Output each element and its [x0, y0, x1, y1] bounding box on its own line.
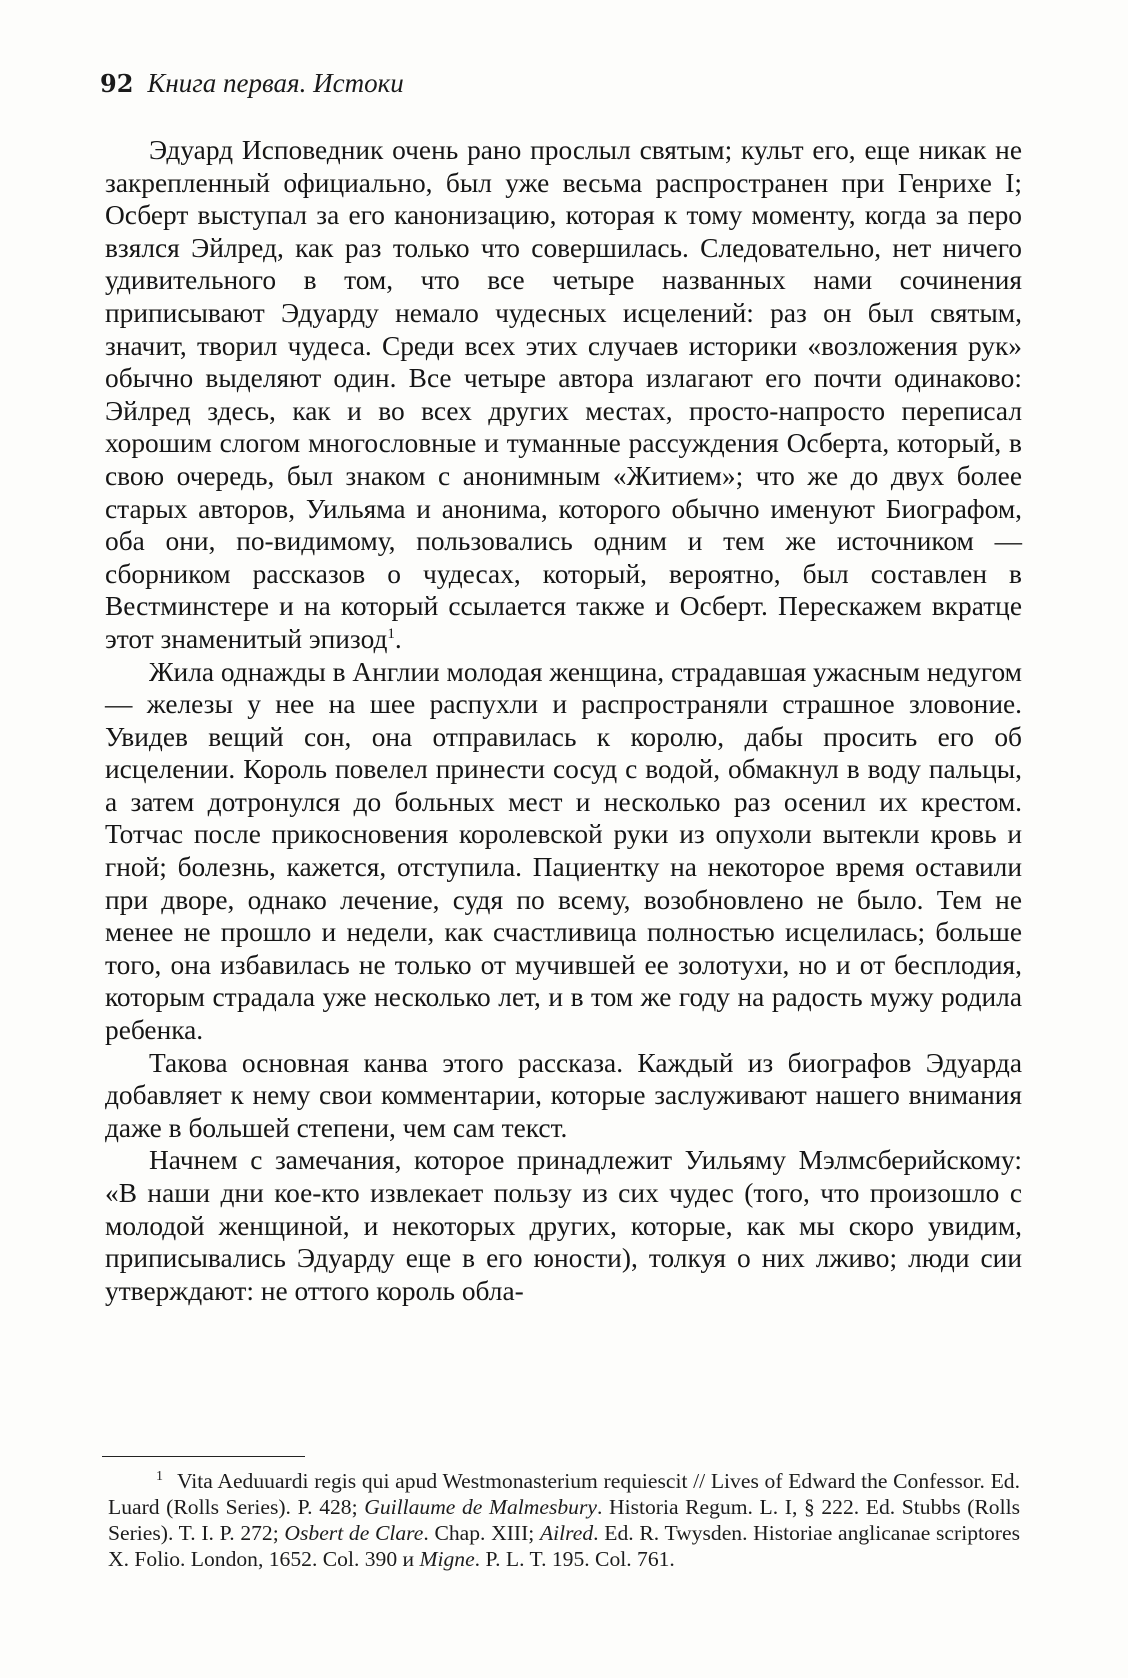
paragraph: Начнем с замечания, которое принадлежит Уильяму Мэлмсберийскому: «В наши дни кое-кто извлекает пользу из сих чудес (того, что произошло с молодой женщиной, и некоторых других, которые, как мы скоро увидим, приписывались Эдуарду еще в его юности), толкуя о них лживо; люди сии утверждают: не оттого король обла-: [105, 1145, 1022, 1306]
footnote-author: Guillaume de Malmesbury: [364, 1495, 597, 1519]
footnote-text: . P. L. T. 195. Col. 761.: [474, 1547, 675, 1571]
footnote-author: Ailred: [539, 1521, 594, 1545]
footnote-author: Osbert de Clare: [284, 1521, 424, 1545]
paragraph: [105, 134, 1022, 656]
footnote-divider: [102, 1456, 305, 1457]
page-number: 92: [100, 69, 134, 98]
footnote-text: . Historia Regum. L. I, § 222. Ed. Stubbs (Rolls Series). T. I. P. 272;: [108, 1495, 1021, 1545]
footnote-text: Vita Aeduuardi regis qui apud Westmonasterium requiescit // Lives of Edward the Confessor. Ed. Luard (Rolls Series). P. 428;: [108, 1469, 1020, 1519]
running-header: [100, 68, 404, 99]
running-title: Книга первая. Истоки: [147, 68, 404, 98]
paragraph: Жила однажды в Англии молодая женщина, страдавшая ужасным недугом — железы у нее на шее распухли и распространяли страшное зловоние. Увидев вещий сон, она отправилась к королю, дабы просить его об исцелении. Король повелел принести сосуд с водой, обмакнул в воду пальцы, а затем дотронулся до больных мест и несколько раз осенил их крестом. Тотчас после прикосновения королевской руки из опухоли вытекли кровь и гной; болезнь, кажется, отступила. Пациентку на некоторое время оставили при дворе, однако лечение, судя по всему, возобновлено не было. Тем не менее не прошло и недели, как счастливица полностью исцелилась; больше того, она избавилась не только от мучившей ее золотухи, но и от бесплодия, которым страдала уже несколько лет, и в том же году на радость мужу родила ребенка.: [105, 656, 1022, 1046]
footnote-text: . Ed. R. Twysden. Historiae anglicanae scriptores X. Folio. London, 1652. Col. 390 и: [108, 1521, 1020, 1571]
footnote-author: Migne: [419, 1547, 475, 1571]
footnote-number: 1: [156, 1468, 163, 1484]
main-text: [105, 134, 1022, 1307]
sentence-end: .: [394, 623, 402, 654]
paragraph: Такова основная канва этого рассказа. Каждый из биографов Эдуарда добавляет к нему свои комментарии, которые заслуживают нашего внимания даже в большей степени, чем сам текст.: [105, 1047, 1022, 1143]
paragraph-text: Эдуард Исповедник очень рано прослыл святым; культ его, еще никак не закрепленный официально, был уже весьма распространен при Генрихе I; Осберт выступал за его канонизацию, которая к тому моменту, когда за перо взялся Эйлред, как раз только что совершилась. Следовательно, нет ничего удивительного в том, что все четыре названных нами сочинения приписывают Эдуарду немало чудесных исцелений: раз он был святым, значит, творил чудеса. Среди всех этих случаев историки «возложения рук» обычно выделяют один. Все четыре автора излагают его почти одинаково: Эйлред здесь, как и во всех других местах, просто-напросто переписал хорошим слогом многословные и туманные рассуждения Осберта, который, в свою очередь, был знаком с анонимным «Житием»; что же до двух более старых авторов, Уильяма и анонима, которого обычно именуют Биографом, оба они, по-видимому, пользовались одним и тем же источником — сборником рассказов о чудесах, который, вероятно, был составлен в Вестминстере и на который ссылается также и Осберт. Перескажем вкратце этот знаменитый эпизод: [105, 135, 1022, 654]
footnote-reference[interactable]: 1: [387, 625, 395, 642]
footnote-text: . Chap. XIII;: [423, 1521, 540, 1545]
footnote: [108, 1468, 1020, 1572]
